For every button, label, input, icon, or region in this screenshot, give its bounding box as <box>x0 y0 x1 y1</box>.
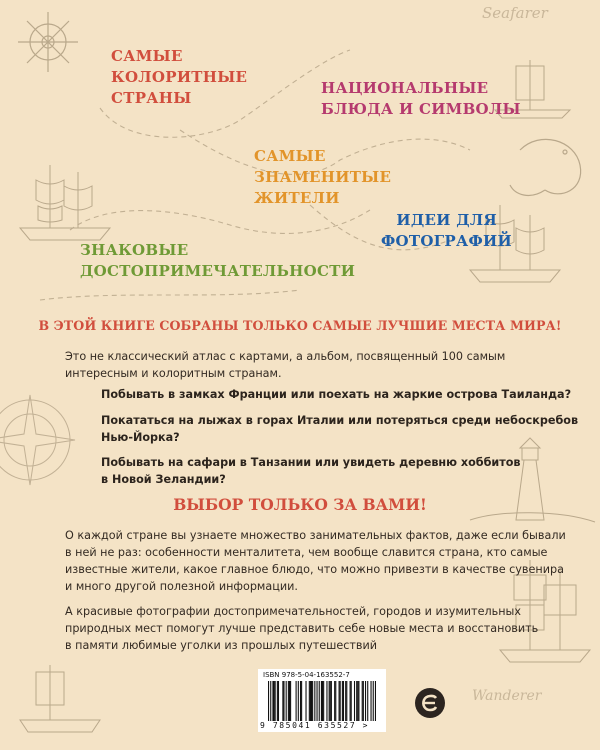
sea-serpent-icon <box>510 139 581 195</box>
barcode-bar <box>290 681 291 721</box>
barcode-bar <box>354 681 355 721</box>
wanderer-script: Wanderer <box>472 688 542 704</box>
barcode-bar <box>340 681 341 721</box>
seafarer-script: Seafarer <box>482 4 548 22</box>
barcode-bar <box>300 681 301 721</box>
barcode-bar <box>278 681 279 721</box>
body-paragraph-1: О каждой стране вы узнаете множество занимательных фактов, даже если бывали в ней не раз: особенности менталитета, чем вообще славится страна, кто самые известные жители, какое главное блюдо, что можно привезти в качестве сувенира и много другой полезной информации. <box>65 529 566 593</box>
barcode-bar <box>283 681 284 721</box>
barcode-bar <box>309 681 310 721</box>
barcode-bar <box>351 681 352 721</box>
barcode-bar <box>343 681 344 721</box>
feature-landmarks: ЗНАКОВЫЕ ДОСТОПРИМЕЧАТЕЛЬНОСТИ <box>80 241 356 280</box>
feature-famous-residents: САМЫЕ ЗНАМЕНИТЫЕ ЖИТЕЛИ <box>254 147 392 207</box>
barcode-bar <box>272 681 273 721</box>
barcode-bar <box>367 681 368 721</box>
intro-text: Это не классический атлас с картами, а альбом, посвященный 100 самым интересным и колоритным странам. <box>65 350 506 380</box>
feature-photo-ideas: ИДЕИ ДЛЯ ФОТОГРАФИЙ <box>381 211 512 250</box>
barcode-bar <box>342 681 343 721</box>
barcode-bar <box>329 681 330 721</box>
question-2: Покататься на лыжах в горах Италии или потеряться среди небоскребов Нью-Йорка? <box>101 414 579 444</box>
isbn-barcode <box>258 669 386 732</box>
sailing-ship-icon <box>20 165 110 240</box>
barcode-bar <box>275 681 276 721</box>
barcode-bar <box>311 681 312 721</box>
barcode-bar <box>301 681 302 721</box>
barcode-bar <box>274 681 275 721</box>
barcode-bar <box>288 681 289 721</box>
barcode-bars <box>268 681 376 721</box>
feature-national-dishes: НАЦИОНАЛЬНЫЕ БЛЮДА И СИМВОЛЫ <box>321 79 521 118</box>
barcode-bar <box>331 681 332 721</box>
body-paragraph-2: А красивые фотографии достопримечательностей, городов и изумительных природных мест помогут лучше представить себе новые места и восстановить в памяти любимые уголки из прошлых путешествий <box>65 605 539 652</box>
publisher-logo-icon <box>414 687 446 719</box>
barcode-bar <box>335 681 336 721</box>
barcode-bar <box>357 681 358 721</box>
ship-wheel-icon <box>18 12 78 72</box>
barcode-bar <box>286 681 287 721</box>
barcode-bar <box>289 681 290 721</box>
barcode-bar <box>310 681 311 721</box>
barcode-bar <box>268 681 269 721</box>
barcode-bar <box>282 681 283 721</box>
headline: В ЭТОЙ КНИГЕ СОБРАНЫ ТОЛЬКО САМЫЕ ЛУЧШИЕ МЕСТА МИРА! <box>38 318 562 333</box>
barcode-bar <box>326 681 327 721</box>
barcode-bar <box>319 681 320 721</box>
barcode-bar <box>350 681 351 721</box>
question-1: Побывать в замках Франции или поехать на жаркие острова Таиланда? <box>101 388 572 401</box>
barcode-bar <box>358 681 359 721</box>
barcode-bar <box>270 681 271 721</box>
barcode-bar <box>314 681 315 721</box>
barcode-bar <box>305 681 306 721</box>
barcode-bar <box>323 681 324 721</box>
barcode-bar <box>339 681 340 721</box>
compass-rose-icon <box>0 395 75 485</box>
barcode-bar <box>363 681 364 721</box>
barcode-bar <box>373 681 374 721</box>
choice-heading: ВЫБОР ТОЛЬКО ЗА ВАМИ! <box>173 495 427 514</box>
barcode-bar <box>375 681 376 721</box>
barcode-bar <box>312 681 313 721</box>
barcode-bar <box>330 681 331 721</box>
ean-digits: 9 785041 635527 > <box>260 721 370 730</box>
barcode-bar <box>370 681 371 721</box>
barcode-bar <box>322 681 323 721</box>
barcode-bar <box>362 681 363 721</box>
feature-colorful-countries: САМЫЕ КОЛОРИТНЫЕ СТРАНЫ <box>111 47 248 107</box>
barcode-bar <box>321 681 322 721</box>
barcode-bar <box>316 681 317 721</box>
barcode-bar <box>298 681 299 721</box>
barcode-bar <box>345 681 346 721</box>
barcode-bar <box>365 681 366 721</box>
barcode-bar <box>334 681 335 721</box>
barcode-bar <box>356 681 357 721</box>
barcode-bar <box>277 681 278 721</box>
barcode-bar <box>296 681 297 721</box>
isbn-text: ISBN 978-5-04-163552-7 <box>263 671 350 679</box>
barcode-bar <box>346 681 347 721</box>
question-3: Побывать на сафари в Танзании или увидеть деревню хоббитов в Новой Зеландии? <box>101 456 521 486</box>
